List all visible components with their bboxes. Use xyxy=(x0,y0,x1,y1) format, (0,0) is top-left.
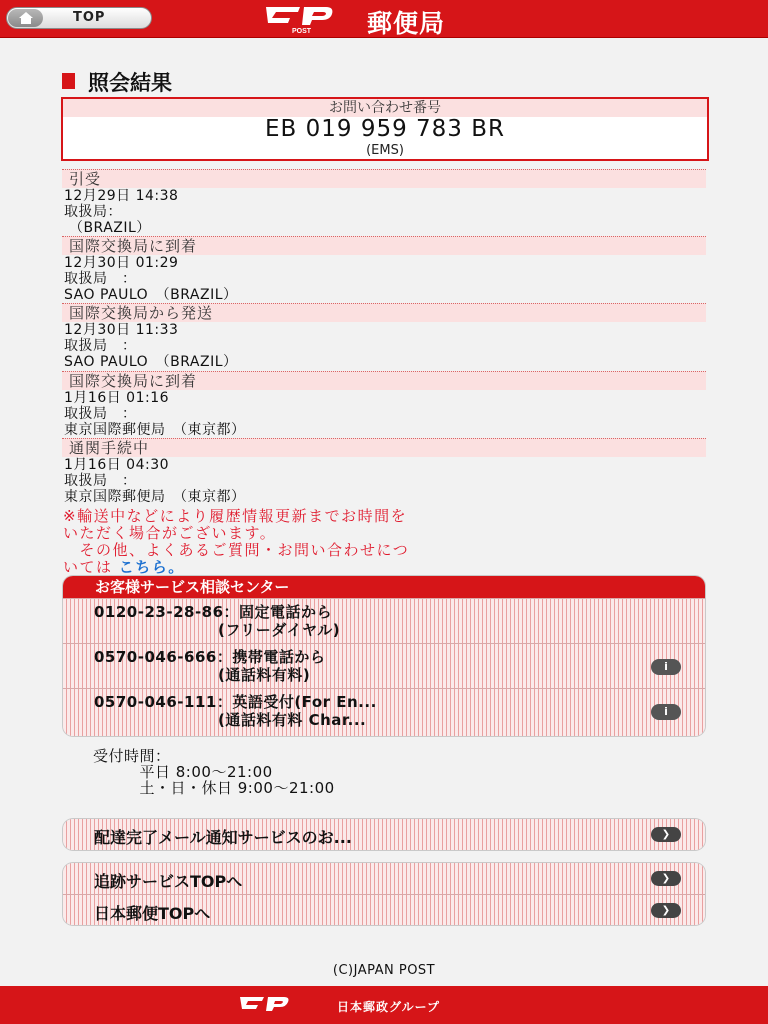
copyright: (C)JAPAN POST xyxy=(332,963,436,978)
service-type: (EMS) xyxy=(366,143,404,158)
event-datetime: 12月29日 14:38 xyxy=(64,188,179,204)
event-office-label: 取扱局 ： xyxy=(64,338,137,354)
inquiry-box xyxy=(61,97,709,161)
header-bar xyxy=(0,0,768,38)
phone-line: 0570-046-111：英語受付(For En... xyxy=(94,693,377,711)
notice-line-last xyxy=(63,559,713,576)
notice-prefix: いては xyxy=(63,558,113,576)
event-office-label: 取扱局 ： xyxy=(64,406,137,422)
header-title: 郵便局 xyxy=(367,9,446,38)
phone-line: 0570-046-666：携帯電話から xyxy=(94,648,326,666)
event-office: （BRAZIL） xyxy=(64,220,151,236)
mail-notice-panel xyxy=(63,819,705,850)
chevron-right-icon: ❯ xyxy=(651,903,681,918)
phone-note: (通話料有料) xyxy=(94,666,311,684)
event-office-label: 取扱局： xyxy=(64,204,122,220)
info-icon[interactable]: i xyxy=(651,704,681,720)
event-status: 国際交換局に到着 xyxy=(62,371,706,390)
call-center-title: お客様サービス相談センター xyxy=(63,576,705,598)
event-office: SAO PAULO （BRAZIL） xyxy=(64,287,238,303)
jp-post-logo xyxy=(260,4,350,38)
group-name: 日本郵政グループ xyxy=(337,1000,441,1014)
event-office: 東京国際郵便局 （東京都） xyxy=(64,422,246,438)
call-center-row[interactable] xyxy=(63,643,705,688)
hours-label: 受付時間： xyxy=(93,747,171,765)
chevron-right-icon: ❯ xyxy=(651,827,681,842)
japan-post-top-label: 日本郵便TOPへ xyxy=(94,904,211,923)
info-icon[interactable]: i xyxy=(651,659,681,675)
event-datetime: 12月30日 01:29 xyxy=(64,255,179,271)
event-office: SAO PAULO （BRAZIL） xyxy=(64,354,238,370)
mail-notice-label: 配達完了メール通知サービスのお... xyxy=(94,828,352,847)
event-status: 国際交換局から発送 xyxy=(62,303,706,322)
event-office-label: 取扱局 ： xyxy=(64,473,137,489)
inquiry-label: お問い合わせ番号 xyxy=(63,99,707,117)
reception-hours xyxy=(93,748,335,796)
event-datetime: 12月30日 11:33 xyxy=(64,322,179,338)
phone-line: 0120-23-28-86：固定電話から xyxy=(94,603,333,621)
hours-weekday: 平日 8:00～21:00 xyxy=(93,763,273,781)
notice-line: いただく場合がございます。 xyxy=(63,524,277,542)
event-datetime: 1月16日 01:16 xyxy=(64,390,170,406)
call-center-row[interactable] xyxy=(63,688,705,733)
event-office: 東京国際郵便局 （東京都） xyxy=(64,489,246,505)
event-datetime: 1月16日 04:30 xyxy=(64,457,170,473)
heading-marker xyxy=(62,73,75,89)
event-status: 引受 xyxy=(62,169,706,188)
event-office-label: 取扱局 ： xyxy=(64,271,137,287)
mail-notice-link[interactable] xyxy=(63,819,705,850)
chevron-right-icon: ❯ xyxy=(651,871,681,886)
tracking-number: EB 019 959 783 BR xyxy=(264,116,505,142)
tracking-top-link[interactable] xyxy=(63,863,705,894)
jp-group-logo xyxy=(238,995,330,1019)
faq-link[interactable]: こちら。 xyxy=(118,558,185,576)
tracking-top-label: 追跡サービスTOPへ xyxy=(94,872,243,891)
page-title: 照会結果 xyxy=(88,71,172,95)
notice-line: その他、よくあるご質問・お問い合わせにつ xyxy=(63,541,410,559)
call-center-row[interactable] xyxy=(63,598,705,643)
notice-line: ※輸送中などにより履歴情報更新までお時間を xyxy=(63,507,408,525)
hours-weekend: 土・日・休日 9:00～21:00 xyxy=(93,779,335,797)
footer-bar xyxy=(0,986,768,1024)
phone-note: (通話料有料 Char... xyxy=(94,711,367,729)
japan-post-top-link[interactable] xyxy=(63,894,705,925)
home-icon xyxy=(8,9,43,27)
phone-note: (フリーダイヤル) xyxy=(94,621,341,639)
call-center-panel xyxy=(63,576,705,736)
top-button[interactable] xyxy=(6,7,152,29)
top-links-panel xyxy=(63,863,705,925)
event-status: 国際交換局に到着 xyxy=(62,236,706,255)
event-status: 通関手続中 xyxy=(62,438,706,457)
logo-text: POST xyxy=(292,28,312,34)
top-button-label: TOP xyxy=(73,10,106,25)
update-notice xyxy=(63,508,713,576)
